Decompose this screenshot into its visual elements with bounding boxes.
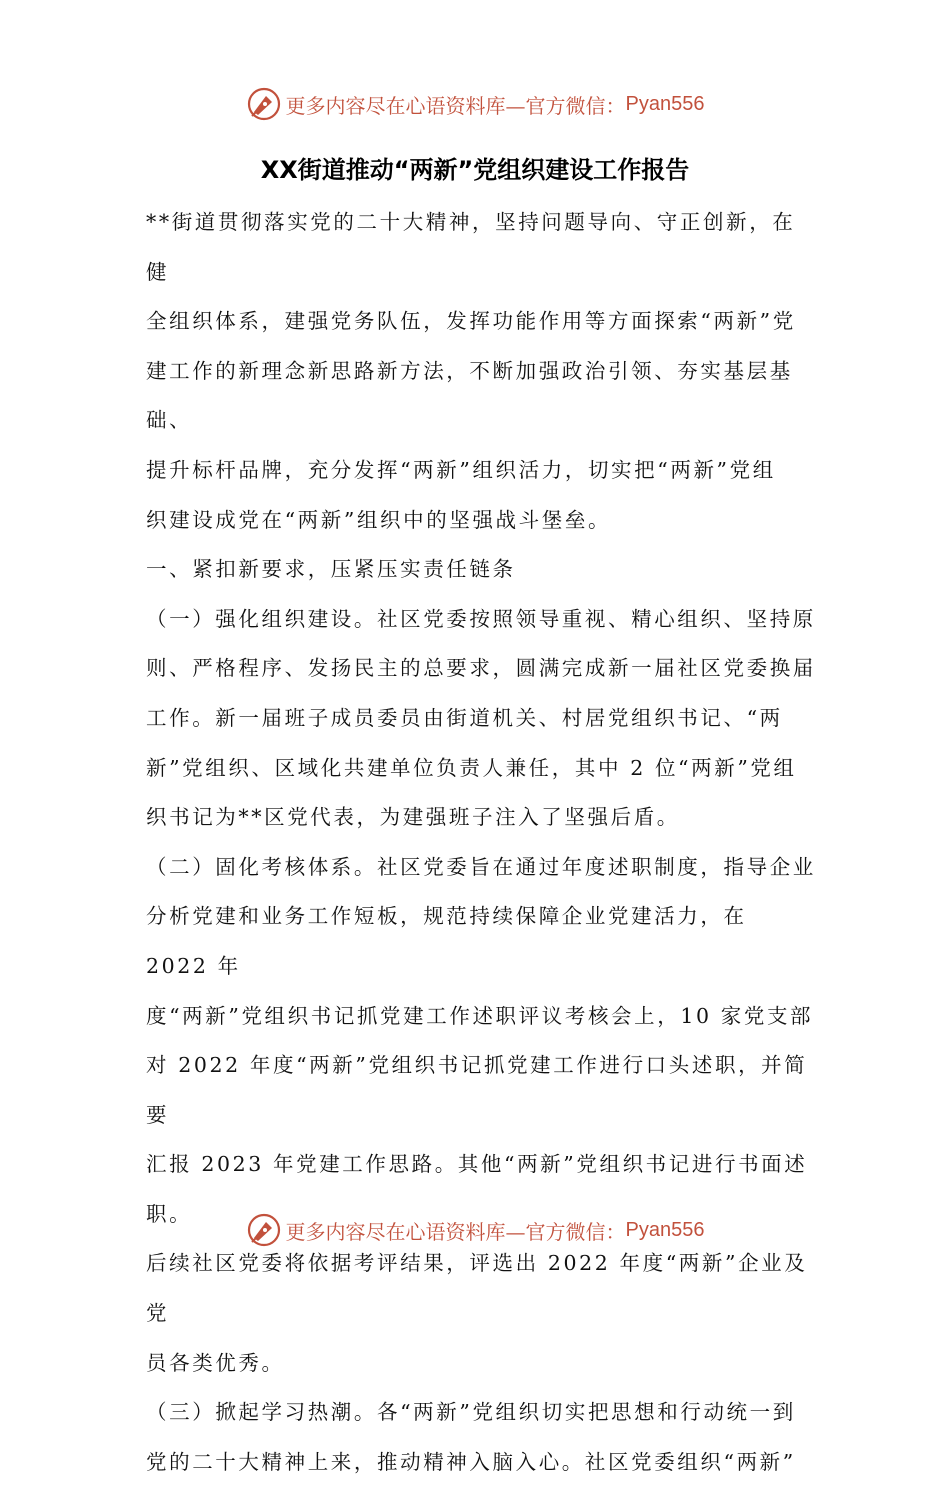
text-line: 汇报 2023 年党建工作思路。其他“两新”党组织书记进行书面述职。	[146, 1152, 808, 1226]
text-line: 全组织体系，建强党务队伍，发挥功能作用等方面探索“两新”党	[146, 309, 796, 334]
banner-text: 更多内容尽在心语资料库—官方微信：	[285, 93, 626, 118]
text-line: （一）强化组织建设。社区党委按照领导重视、精心组织、坚持原	[146, 606, 816, 631]
section-heading: 一、紧扣新要求，压紧压实责任链条	[146, 557, 516, 582]
text-line: 对 2022 年度“两新”党组织书记抓党建工作进行口头述职，并简要	[146, 1053, 808, 1127]
text-line: 后续社区党委将依据考评结果，评选出 2022 年度“两新”企业及党	[146, 1251, 808, 1326]
text-line: 织书记为**区党代表，为建强班子注入了坚强后盾。	[146, 805, 680, 830]
text-line: （三）掀起学习热潮。各“两新”党组织切实把思想和行动统一到	[146, 1400, 796, 1425]
text-line: 分析党建和业务工作短板，规范持续保障企业党建活力，在 2022 年	[146, 904, 747, 978]
header-banner	[0, 84, 950, 124]
text-line: 度“两新”党组织书记抓党建工作述职评议考核会上，10 家党支部	[146, 1003, 814, 1028]
wechat-id: Pyan556	[625, 92, 705, 115]
text-line: 提升标杆品牌，充分发挥“两新”组织活力，切实把“两新”党组	[146, 457, 776, 482]
text-line: 党的二十大精神上来，推动精神入脑入心。社区党委组织“两新”	[146, 1449, 796, 1474]
wechat-id: Pyan556	[625, 1218, 705, 1241]
text-line: （二）固化考核体系。社区党委旨在通过年度述职制度，指导企业	[146, 854, 816, 879]
text-line: 织建设成党在“两新”组织中的坚强战斗堡垒。	[146, 507, 612, 532]
document-body	[146, 198, 816, 1487]
pen-nib-logo-icon	[246, 1212, 282, 1248]
text-line: **街道贯彻落实党的二十大精神，坚持问题导向、守正创新，在健	[146, 210, 796, 284]
text-line: 建工作的新理念新思路新方法，不断加强政治引领、夯实基层基础、	[146, 358, 793, 433]
banner-text: 更多内容尽在心语资料库—官方微信：	[285, 1219, 626, 1244]
text-line: 员各类优秀。	[146, 1350, 285, 1375]
pen-nib-logo-icon	[246, 86, 282, 122]
footer-banner	[0, 1210, 950, 1250]
document-title: XX街道推动“两新”党组织建设工作报告	[260, 156, 690, 184]
text-line: 则、严格程序、发扬民主的总要求，圆满完成新一届社区党委换届	[146, 656, 816, 681]
text-line: 工作。新一届班子成员委员由街道机关、村居党组织书记、“两	[146, 705, 783, 730]
text-line: 新”党组织、区域化共建单位负责人兼任，其中 2 位“两新”党组	[146, 755, 797, 780]
